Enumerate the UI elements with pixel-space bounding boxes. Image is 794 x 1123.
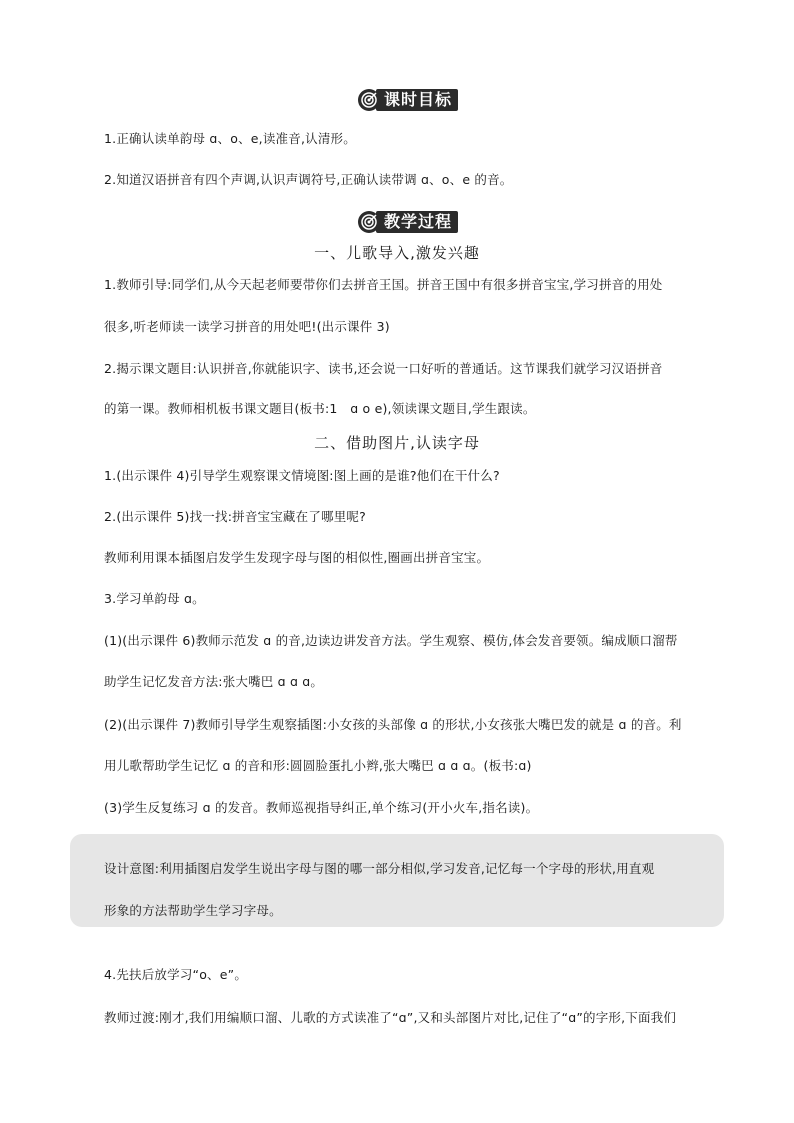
part2-p2: 2.(出示课件 5)找一找:拼音宝宝藏在了哪里呢? (104, 509, 366, 524)
part2-heading: 二、借助图片,认读字母 (314, 434, 480, 452)
part1-p1-line1: 1.教师引导:同学们,从今天起老师要带你们去拼音王国。拼音王国中有很多拼音宝宝,学习拼音的用处 (104, 277, 663, 292)
section-title-goals: 课时目标 (376, 89, 458, 111)
design-note-line2: 形象的方法帮助学生学习字母。 (104, 903, 282, 918)
part3-p1: 4.先扶后放学习“o、e”。 (104, 967, 248, 982)
target-icon (358, 211, 380, 233)
part1-p1-line2: 很多,听老师读一读学习拼音的用处吧!(出示课件 3) (104, 319, 390, 334)
part3-p2: 教师过渡:刚才,我们用编顺口溜、儿歌的方式读准了“ɑ”,又和头部图片对比,记住了“ɑ”的字形,下面我们 (104, 1010, 677, 1025)
target-icon (358, 89, 380, 111)
part1-heading: 一、儿歌导入,激发兴趣 (314, 244, 480, 262)
part2-p4: 3.学习单韵母 ɑ。 (104, 591, 205, 606)
goal-item-2: 2.知道汉语拼音有四个声调,认识声调符号,正确认读带调 ɑ、o、e 的音。 (104, 172, 513, 187)
part2-p3: 教师利用课本插图启发学生发现字母与图的相似性,圈画出拼音宝宝。 (104, 550, 490, 565)
part2-p5-line2: 助学生记忆发音方法:张大嘴巴 ɑ ɑ ɑ。 (104, 674, 324, 689)
section-badge-goals (358, 88, 458, 112)
part2-p6-line1: (2)(出示课件 7)教师引导学生观察插图:小女孩的头部像 ɑ 的形状,小女孩张大嘴巴发的就是 ɑ 的音。利 (104, 717, 682, 732)
part2-p6-line2: 用儿歌帮助学生记忆 ɑ 的音和形:圆圆脸蛋扎小辫,张大嘴巴 ɑ ɑ ɑ。(板书:ɑ) (104, 758, 532, 773)
part1-p2-line1: 2.揭示课文题目:认识拼音,你就能识字、读书,还会说一口好听的普通话。这节课我们就学习汉语拼音 (104, 361, 663, 376)
part2-p5-line1: (1)(出示课件 6)教师示范发 ɑ 的音,边读边讲发音方法。学生观察、模仿,体会发音要领。编成顺口溜帮 (104, 633, 678, 648)
part1-p2-line2: 的第一课。教师相机板书课文题目(板书:1 ɑ o e),领读课文题目,学生跟读。 (104, 401, 536, 416)
section-title-process: 教学过程 (376, 211, 458, 233)
section-badge-process (358, 210, 458, 234)
part2-p7: (3)学生反复练习 ɑ 的发音。教师巡视指导纠正,单个练习(开小火车,指名读)。 (104, 800, 539, 815)
design-note-line1: 设计意图:利用插图启发学生说出字母与图的哪一部分相似,学习发音,记忆每一个字母的形状,用直观 (104, 861, 655, 876)
goal-item-1: 1.正确认读单韵母 ɑ、o、e,读准音,认清形。 (104, 131, 356, 146)
part2-p1: 1.(出示课件 4)引导学生观察课文情境图:图上画的是谁?他们在干什么? (104, 468, 500, 483)
